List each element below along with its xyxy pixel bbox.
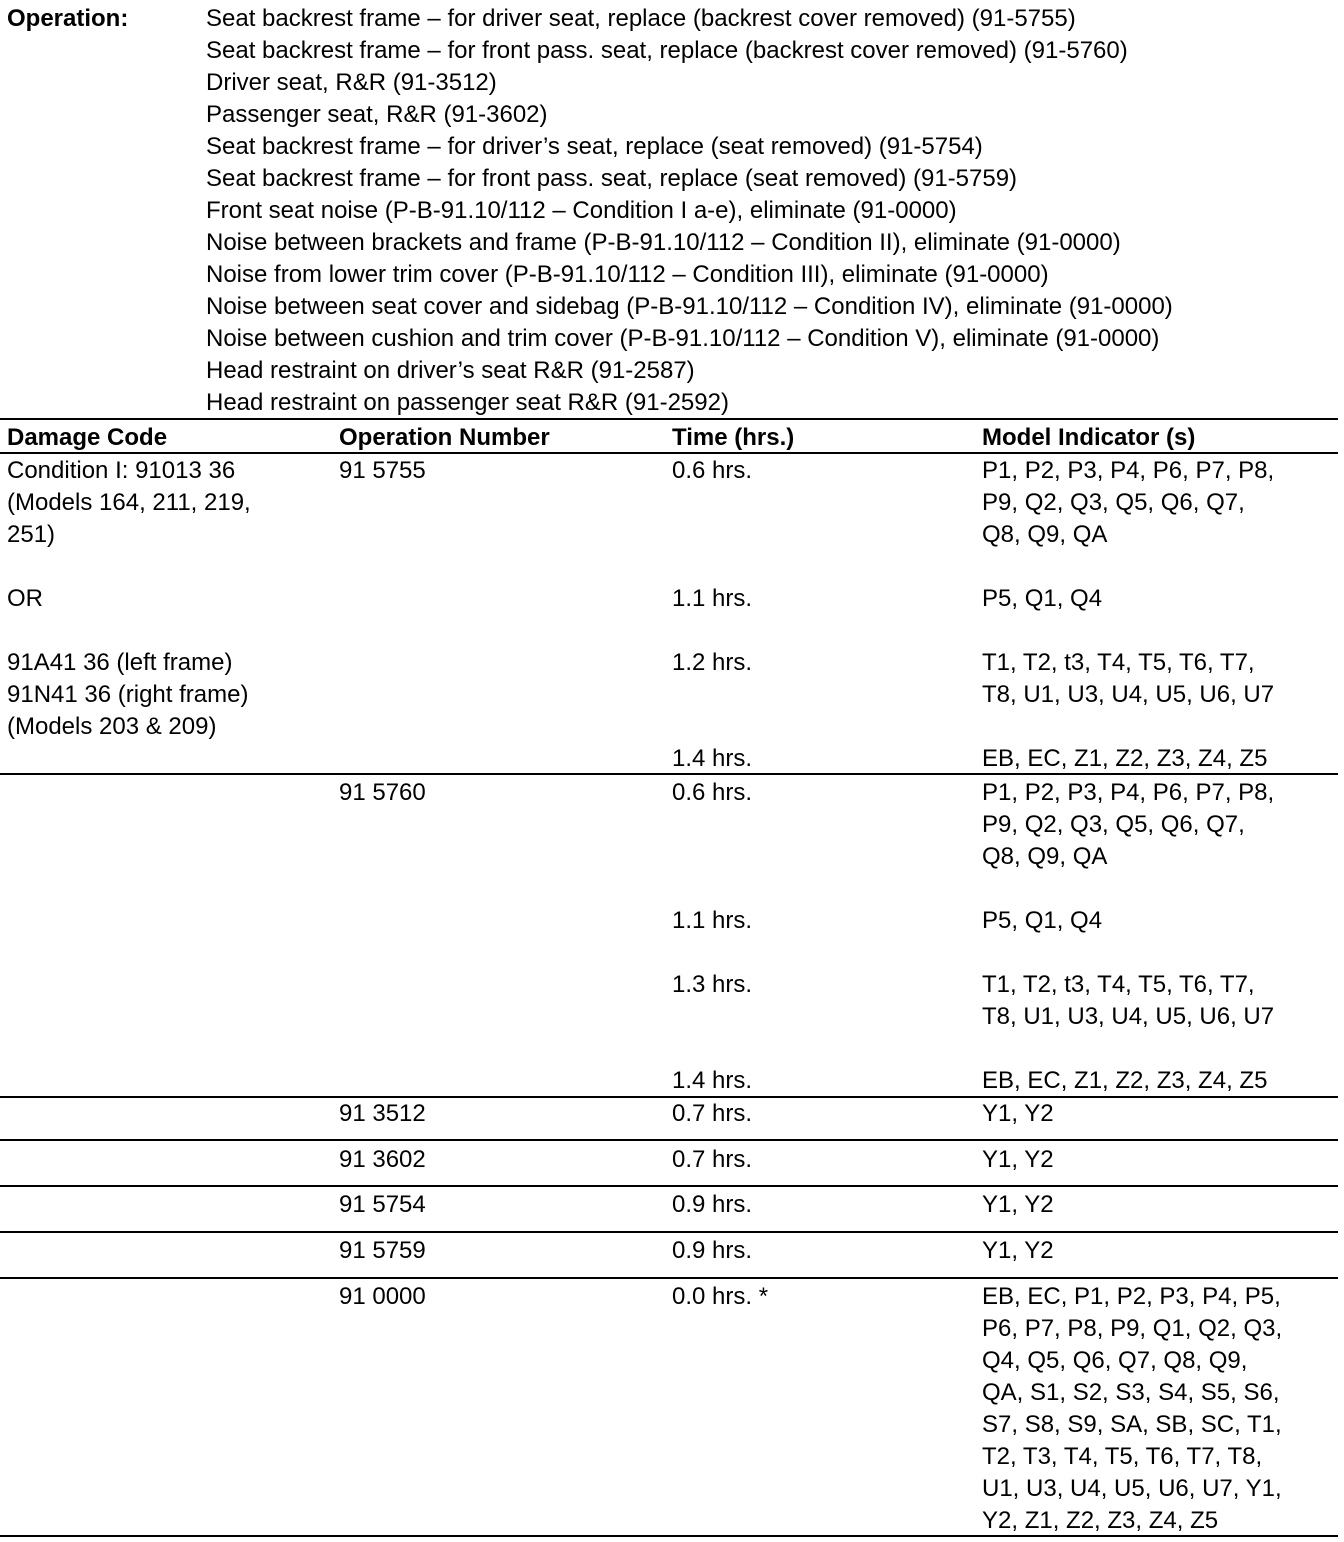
row-divider bbox=[0, 1096, 1338, 1098]
row-divider bbox=[0, 1277, 1338, 1279]
time-value: 0.6 hrs. bbox=[672, 779, 753, 806]
model-indicator: Y1, Y2 bbox=[982, 1146, 1054, 1173]
header-time: Time (hrs.) bbox=[672, 424, 795, 451]
time-value: 1.4 hrs. bbox=[672, 745, 753, 772]
operation-number: 91 5754 bbox=[339, 1191, 426, 1218]
operation-number: 91 5755 bbox=[339, 457, 426, 484]
model-line: Y2, Z1, Z2, Z3, Z4, Z5 bbox=[982, 1507, 1219, 1534]
row-divider bbox=[0, 1185, 1338, 1187]
operation-item: Passenger seat, R&R (91-3602) bbox=[206, 101, 548, 128]
operation-item: Head restraint on passenger seat R&R (91-2592) bbox=[206, 389, 729, 416]
row-divider bbox=[0, 1139, 1338, 1141]
model-line: P1, P2, P3, P4, P6, P7, P8, bbox=[982, 779, 1275, 806]
row-divider bbox=[0, 1231, 1338, 1233]
header-model-indicator: Model Indicator (s) bbox=[982, 424, 1196, 451]
operation-item: Noise between seat cover and sidebag (P-B-91.10/112 – Condition IV), eliminate (91-0000) bbox=[206, 293, 1173, 320]
damage-code-text: (Models 203 & 209) bbox=[7, 713, 217, 740]
header-bottom-rule bbox=[0, 452, 1338, 454]
time-value: 1.2 hrs. bbox=[672, 649, 753, 676]
model-line: P9, Q2, Q3, Q5, Q6, Q7, bbox=[982, 811, 1245, 838]
time-value: 0.0 hrs. * bbox=[672, 1283, 769, 1310]
operation-item: Noise between brackets and frame (P-B-91.10/112 – Condition II), eliminate (91-0000) bbox=[206, 229, 1121, 256]
operation-number: 91 0000 bbox=[339, 1283, 426, 1310]
time-value: 1.1 hrs. bbox=[672, 907, 753, 934]
operation-item: Seat backrest frame – for front pass. seat, replace (backrest cover removed) (91-5760) bbox=[206, 37, 1128, 64]
operation-item: Head restraint on driver’s seat R&R (91-2587) bbox=[206, 357, 695, 384]
table-bottom-rule bbox=[0, 1535, 1338, 1537]
model-indicator bbox=[982, 1281, 1282, 1537]
model-line: T1, T2, t3, T4, T5, T6, T7, bbox=[982, 971, 1255, 998]
model-line: U1, U3, U4, U5, U6, U7, Y1, bbox=[982, 1475, 1282, 1502]
model-indicator bbox=[982, 647, 1274, 711]
model-line: QA, S1, S2, S3, S4, S5, S6, bbox=[982, 1379, 1280, 1406]
operation-item: Noise between cushion and trim cover (P-B-91.10/112 – Condition V), eliminate (91-0000) bbox=[206, 325, 1160, 352]
model-line: EB, EC, P1, P2, P3, P4, P5, bbox=[982, 1283, 1281, 1310]
time-value: 1.4 hrs. bbox=[672, 1067, 753, 1094]
model-indicator: Y1, Y2 bbox=[982, 1191, 1054, 1218]
damage-code-text: (Models 164, 211, 219, bbox=[7, 489, 251, 516]
operation-item: Driver seat, R&R (91-3512) bbox=[206, 69, 497, 96]
model-line: T8, U1, U3, U4, U5, U6, U7 bbox=[982, 1003, 1275, 1030]
time-value: 0.7 hrs. bbox=[672, 1100, 753, 1127]
operation-number: 91 5760 bbox=[339, 779, 426, 806]
damage-code-text: 251) bbox=[7, 521, 56, 548]
operation-number: 91 5759 bbox=[339, 1237, 426, 1264]
damage-code-text: 91A41 36 (left frame) bbox=[7, 649, 233, 676]
model-line: P9, Q2, Q3, Q5, Q6, Q7, bbox=[982, 489, 1245, 516]
model-indicator: EB, EC, Z1, Z2, Z3, Z4, Z5 bbox=[982, 745, 1268, 772]
row-divider bbox=[0, 773, 1338, 775]
operation-item: Seat backrest frame – for driver’s seat, replace (seat removed) (91-5754) bbox=[206, 133, 983, 160]
time-value: 1.3 hrs. bbox=[672, 971, 753, 998]
table-top-rule bbox=[0, 418, 1338, 420]
model-line: P1, P2, P3, P4, P6, P7, P8, bbox=[982, 457, 1275, 484]
operation-number: 91 3512 bbox=[339, 1100, 426, 1127]
operation-item: Seat backrest frame – for driver seat, replace (backrest cover removed) (91-5755) bbox=[206, 5, 1076, 32]
model-line: Q8, Q9, QA bbox=[982, 843, 1108, 870]
model-indicator: P5, Q1, Q4 bbox=[982, 585, 1103, 612]
model-line: Q4, Q5, Q6, Q7, Q8, Q9, bbox=[982, 1347, 1248, 1374]
time-value: 0.9 hrs. bbox=[672, 1191, 753, 1218]
model-line: T2, T3, T4, T5, T6, T7, T8, bbox=[982, 1443, 1263, 1470]
model-line: S7, S8, S9, SA, SB, SC, T1, bbox=[982, 1411, 1282, 1438]
header-operation-number: Operation Number bbox=[339, 424, 550, 451]
model-line: Q8, Q9, QA bbox=[982, 521, 1108, 548]
model-indicator bbox=[982, 455, 1274, 551]
model-indicator: P5, Q1, Q4 bbox=[982, 907, 1103, 934]
time-value: 0.7 hrs. bbox=[672, 1146, 753, 1173]
model-indicator: Y1, Y2 bbox=[982, 1100, 1054, 1127]
operation-item: Seat backrest frame – for front pass. seat, replace (seat removed) (91-5759) bbox=[206, 165, 1018, 192]
time-value: 1.1 hrs. bbox=[672, 585, 753, 612]
model-line: T8, U1, U3, U4, U5, U6, U7 bbox=[982, 681, 1275, 708]
operation-item: Front seat noise (P-B-91.10/112 – Condition I a-e), eliminate (91-0000) bbox=[206, 197, 957, 224]
header-damage-code: Damage Code bbox=[7, 424, 168, 451]
damage-code-text: Condition I: 91013 36 bbox=[7, 457, 236, 484]
model-indicator bbox=[982, 777, 1274, 873]
model-indicator: Y1, Y2 bbox=[982, 1237, 1054, 1264]
operation-item: Noise from lower trim cover (P-B-91.10/112 – Condition III), eliminate (91-0000) bbox=[206, 261, 1049, 288]
operation-number: 91 3602 bbox=[339, 1146, 426, 1173]
model-indicator: EB, EC, Z1, Z2, Z3, Z4, Z5 bbox=[982, 1067, 1268, 1094]
model-line: P6, P7, P8, P9, Q1, Q2, Q3, bbox=[982, 1315, 1283, 1342]
operation-label: Operation: bbox=[7, 5, 129, 32]
model-line: T1, T2, t3, T4, T5, T6, T7, bbox=[982, 649, 1255, 676]
operation-list bbox=[206, 3, 1173, 419]
model-indicator bbox=[982, 969, 1274, 1033]
time-value: 0.6 hrs. bbox=[672, 457, 753, 484]
damage-code-text: OR bbox=[7, 585, 43, 612]
damage-code-text: 91N41 36 (right frame) bbox=[7, 681, 249, 708]
time-value: 0.9 hrs. bbox=[672, 1237, 753, 1264]
